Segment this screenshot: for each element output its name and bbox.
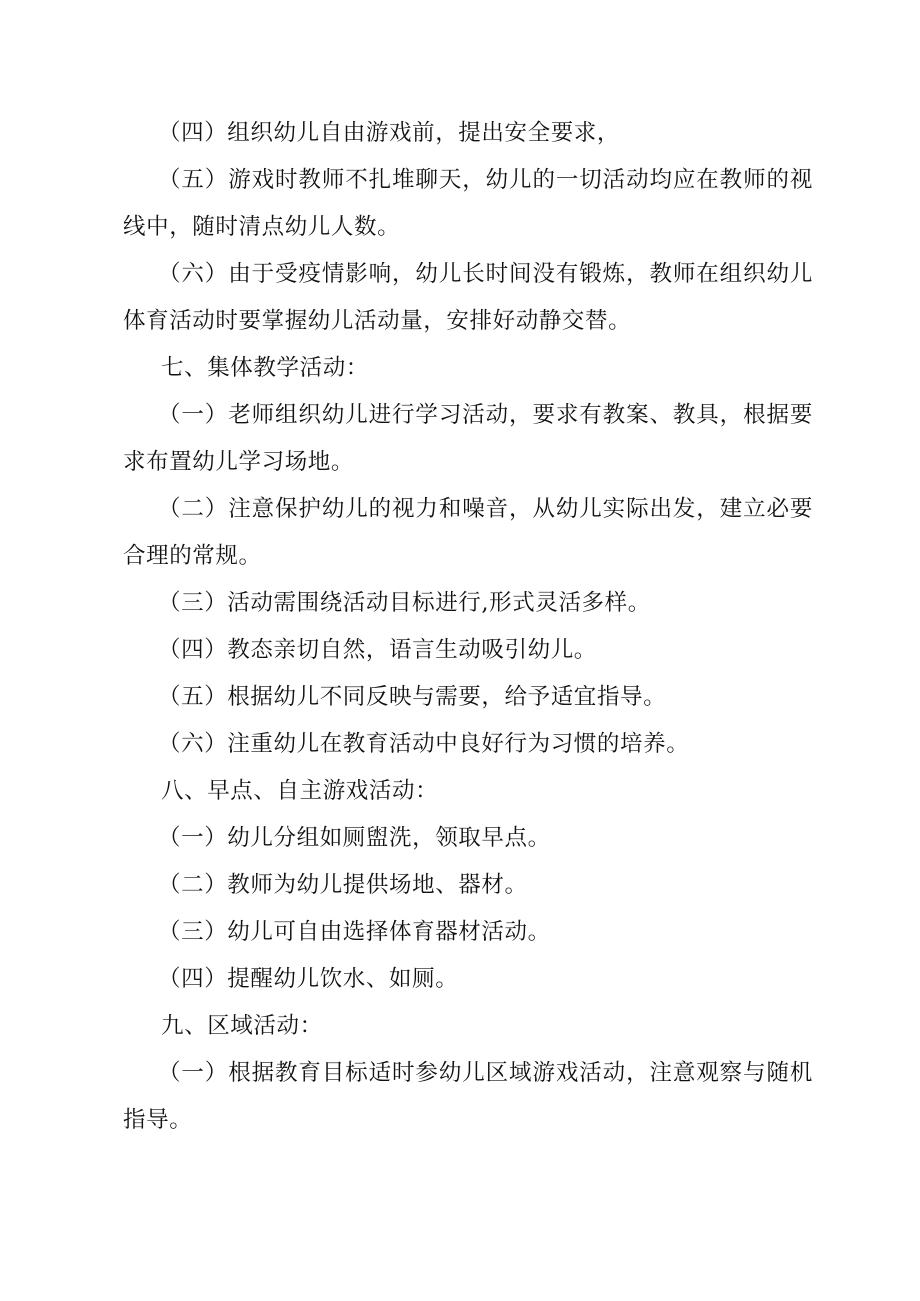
paragraph-snack-4: （四）提醒幼儿饮水、如厕。	[158, 966, 459, 992]
paragraph-snack-3: （三）幼儿可自由选择体育器材活动。	[158, 919, 551, 945]
paragraph-teaching-6: （六）注重幼儿在教育活动中良好行为习惯的培养。	[158, 731, 690, 757]
paragraph-snack-2: （二）教师为幼儿提供场地、器材。	[158, 872, 528, 898]
section-heading-9: 九、区域活动：	[161, 1013, 323, 1039]
document-body	[123, 110, 813, 1144]
paragraph-snack-1: （一）幼儿分组如厕盥洗，领取早点。	[158, 825, 551, 851]
paragraph-outdoor-5: （五）游戏时教师不扎堆聊天，幼儿的一切活动均应在教师的视线中，随时清点幼儿人数。	[123, 167, 813, 240]
paragraph-teaching-2: （二）注意保护幼儿的视力和噪音，从幼儿实际出发，建立必要合理的常规。	[123, 496, 813, 569]
paragraph-teaching-3: （三）活动需围绕活动目标进行,形式灵活多样。	[158, 590, 651, 616]
paragraph-outdoor-4: （四）组织幼儿自由游戏前，提出安全要求，	[158, 120, 621, 146]
paragraph-teaching-5: （五）根据幼儿不同反映与需要，给予适宜指导。	[158, 684, 667, 710]
section-heading-7: 七、集体教学活动：	[161, 355, 369, 381]
paragraph-outdoor-6: （六）由于受疫情影响，幼儿长时间没有锻炼，教师在组织幼儿体育活动时要掌握幼儿活动量，安排好动静交替。	[123, 261, 813, 334]
section-heading-8: 八、早点、自主游戏活动：	[161, 778, 439, 804]
paragraph-area-1: （一）根据教育目标适时参幼儿区域游戏活动，注意观察与随机指导。	[123, 1060, 813, 1133]
paragraph-teaching-4: （四）教态亲切自然，语言生动吸引幼儿。	[158, 637, 597, 663]
paragraph-teaching-1: （一）老师组织幼儿进行学习活动，要求有教案、教具，根据要求布置幼儿学习场地。	[123, 402, 813, 475]
